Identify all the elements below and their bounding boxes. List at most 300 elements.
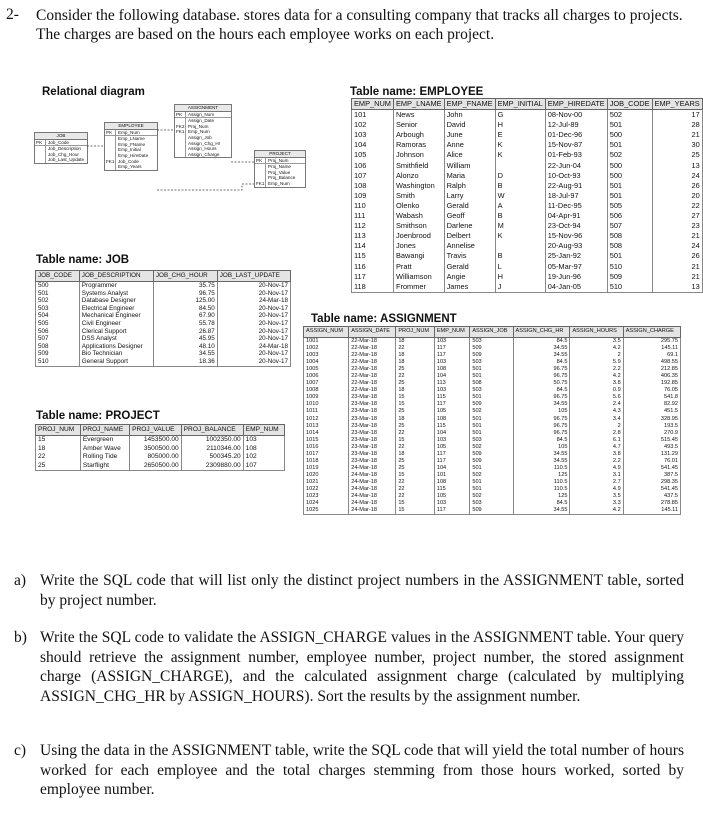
column-header: EMP_YEARS bbox=[652, 99, 702, 110]
table-cell: 117 bbox=[434, 451, 470, 458]
table-cell: 108 bbox=[352, 181, 394, 191]
pk-marker: PK bbox=[175, 112, 186, 118]
table-cell: Smith bbox=[393, 191, 444, 201]
table-cell: 18 bbox=[36, 445, 81, 454]
table-cell: 55.78 bbox=[153, 320, 217, 328]
table-cell: 2 bbox=[570, 423, 623, 430]
table-cell: Bawangi bbox=[393, 251, 444, 261]
table-cell: 26.87 bbox=[153, 328, 217, 336]
table-cell: 101 bbox=[352, 110, 394, 121]
question-a-label: a) bbox=[14, 572, 27, 589]
table-cell: 501 bbox=[470, 373, 513, 380]
table-cell: Maria bbox=[444, 171, 495, 181]
table-row bbox=[304, 345, 681, 352]
table-row bbox=[304, 479, 681, 486]
table-cell: 23-Oct-94 bbox=[545, 221, 607, 231]
table-cell: 1007 bbox=[304, 380, 349, 387]
table-cell: 506 bbox=[36, 328, 80, 336]
entity-field: Emp_LName bbox=[118, 136, 145, 142]
column-header: EMP_HIREDATE bbox=[545, 99, 607, 110]
table-cell: Annelise bbox=[444, 241, 495, 251]
table-cell: 25 bbox=[396, 465, 435, 472]
table-cell: M bbox=[495, 221, 545, 231]
table-cell: Angie bbox=[444, 272, 495, 282]
table-row bbox=[352, 181, 703, 191]
table-cell: 69.1 bbox=[623, 352, 680, 359]
column-header: JOB_CODE bbox=[607, 99, 652, 110]
table-cell: 4.7 bbox=[570, 444, 623, 451]
table-cell: 102 bbox=[243, 453, 284, 462]
column-header: ASSIGN_CHARGE bbox=[623, 327, 680, 338]
employee-table bbox=[351, 98, 703, 293]
table-cell: 298.35 bbox=[623, 479, 680, 486]
table-cell: 50.75 bbox=[513, 380, 570, 387]
table-cell: 6.1 bbox=[570, 437, 623, 444]
column-header: JOB_CODE bbox=[36, 271, 80, 282]
table-cell: Washington bbox=[393, 181, 444, 191]
table-cell: 105 bbox=[434, 493, 470, 500]
table-row bbox=[36, 312, 291, 320]
table-cell: 501 bbox=[607, 191, 652, 201]
table-row bbox=[36, 297, 291, 305]
table-row bbox=[304, 465, 681, 472]
column-header: PROJ_NUM bbox=[36, 425, 81, 436]
table-cell: 115 bbox=[434, 486, 470, 493]
table-row bbox=[304, 507, 681, 515]
table-cell: William bbox=[444, 161, 495, 171]
table-cell: Clerical Support bbox=[79, 328, 153, 336]
table-cell: 15 bbox=[396, 507, 435, 515]
table-row bbox=[352, 130, 703, 140]
table-cell: 1008 bbox=[304, 387, 349, 394]
table-cell: Electrical Engineer bbox=[79, 305, 153, 313]
entity-field: Assign_Job bbox=[188, 134, 212, 140]
entity-field: Emp_Num bbox=[188, 129, 210, 135]
table-cell: 4.9 bbox=[570, 486, 623, 493]
table-cell: 67.90 bbox=[153, 312, 217, 320]
column-header: EMP_INITIAL bbox=[495, 99, 545, 110]
table-cell: 18 bbox=[396, 416, 435, 423]
table-cell: 20-Nov-17 bbox=[217, 305, 290, 313]
table-cell: A bbox=[495, 201, 545, 211]
table-cell: L bbox=[495, 262, 545, 272]
table-cell: 45.95 bbox=[153, 335, 217, 343]
table-row bbox=[304, 394, 681, 401]
table-cell: Gerald bbox=[444, 201, 495, 211]
table-cell: G bbox=[495, 110, 545, 121]
table-cell: 193.5 bbox=[623, 423, 680, 430]
table-cell: 1009 bbox=[304, 394, 349, 401]
table-cell: 22 bbox=[396, 430, 435, 437]
table-cell: 805000.00 bbox=[130, 453, 182, 462]
table-cell: 541.45 bbox=[623, 486, 680, 493]
table-cell: 105 bbox=[513, 444, 570, 451]
table-cell: 387.5 bbox=[623, 472, 680, 479]
table-cell: 502 bbox=[607, 110, 652, 121]
question-a bbox=[14, 571, 684, 610]
table-cell: 501 bbox=[470, 479, 513, 486]
table-cell: 20-Nov-17 bbox=[217, 358, 290, 366]
table-cell: 76.01 bbox=[623, 458, 680, 465]
table-cell: 15 bbox=[396, 394, 435, 401]
table-cell: 26 bbox=[652, 181, 702, 191]
table-cell: 500 bbox=[36, 282, 80, 290]
table-cell: 0.9 bbox=[570, 387, 623, 394]
table-cell: 1013 bbox=[304, 423, 349, 430]
table-row bbox=[352, 272, 703, 282]
table-cell: 501 bbox=[470, 416, 513, 423]
table-cell: 23-Mar-18 bbox=[349, 451, 396, 458]
table-cell: DSS Analyst bbox=[79, 335, 153, 343]
entity-employee-name: EMPLOYEE bbox=[105, 123, 157, 130]
table-cell: 23-Mar-18 bbox=[349, 458, 396, 465]
entity-field: Assign_Hours bbox=[188, 146, 217, 152]
question-a-text: Write the SQL code that will list only the distinct project numbers in the ASSIGNMENT table, sorted by project number. bbox=[40, 572, 684, 609]
table-cell: Starflight bbox=[80, 462, 129, 471]
table-cell: 3.4 bbox=[570, 416, 623, 423]
table-cell: 24-Mar-18 bbox=[217, 297, 290, 305]
column-header: ASSIGN_JOB bbox=[470, 327, 513, 338]
table-cell: 1016 bbox=[304, 444, 349, 451]
table-cell: 509 bbox=[470, 352, 513, 359]
table-cell: 104 bbox=[434, 430, 470, 437]
table-cell: 96.75 bbox=[513, 416, 570, 423]
table-cell: 22-Mar-18 bbox=[349, 366, 396, 373]
table-cell: 84.5 bbox=[513, 437, 570, 444]
table-cell: W bbox=[495, 191, 545, 201]
table-cell: 1014 bbox=[304, 430, 349, 437]
table-cell: 20-Nov-17 bbox=[217, 312, 290, 320]
table-cell: 113 bbox=[434, 380, 470, 387]
table-cell: 34.55 bbox=[513, 458, 570, 465]
table-cell: 501 bbox=[470, 366, 513, 373]
table-cell: 105 bbox=[434, 408, 470, 415]
table-cell: 26 bbox=[652, 251, 702, 261]
table-cell: 502 bbox=[607, 150, 652, 160]
table-cell: 4.2 bbox=[570, 345, 623, 352]
table-cell: Geoff bbox=[444, 211, 495, 221]
table-cell: Smithfield bbox=[393, 161, 444, 171]
entity-field: Job_Description bbox=[48, 146, 81, 152]
table-cell: 501 bbox=[470, 423, 513, 430]
question-intro: Consider the following database. stores data for a consulting company that tracks all charges to projects. The charges are based on the hours each employee works on each project. bbox=[36, 7, 683, 43]
table-row bbox=[304, 366, 681, 373]
table-cell: 25 bbox=[396, 458, 435, 465]
table-cell: Civil Engineer bbox=[79, 320, 153, 328]
table-cell: 01-Dec-96 bbox=[545, 130, 607, 140]
table-cell: 110.5 bbox=[513, 465, 570, 472]
table-cell: 1004 bbox=[304, 359, 349, 366]
table-cell: 18 bbox=[396, 338, 435, 346]
project-table bbox=[35, 424, 285, 471]
table-cell: 5.6 bbox=[570, 394, 623, 401]
entity-field: Assign_Chg_Hr bbox=[188, 140, 221, 146]
table-cell: 1002 bbox=[304, 345, 349, 352]
table-cell: 10-Oct-93 bbox=[545, 171, 607, 181]
table-row bbox=[352, 282, 703, 293]
column-header: ASSIGN_DATE bbox=[349, 327, 396, 338]
table-row bbox=[36, 445, 285, 454]
table-cell: 19-Jun-96 bbox=[545, 272, 607, 282]
table-cell: 22 bbox=[396, 444, 435, 451]
table-cell: 3.8 bbox=[570, 451, 623, 458]
table-cell: 103 bbox=[243, 436, 284, 445]
table-cell: 503 bbox=[470, 437, 513, 444]
table-row bbox=[36, 462, 285, 471]
table-cell: 22-Mar-18 bbox=[349, 380, 396, 387]
table-cell: 28 bbox=[652, 120, 702, 130]
table-cell: 22-Mar-18 bbox=[349, 359, 396, 366]
table-cell: News bbox=[393, 110, 444, 121]
table-cell: Travis bbox=[444, 251, 495, 261]
table-cell: 3.1 bbox=[570, 472, 623, 479]
table-cell: 48.10 bbox=[153, 343, 217, 351]
table-cell: 24-Mar-18 bbox=[349, 500, 396, 507]
table-cell: 502 bbox=[470, 444, 513, 451]
column-header: PROJ_NAME bbox=[80, 425, 129, 436]
table-cell: 23-Mar-18 bbox=[349, 423, 396, 430]
table-cell: 507 bbox=[36, 335, 80, 343]
table-cell: 502 bbox=[470, 472, 513, 479]
table-cell: 22-Mar-18 bbox=[349, 387, 396, 394]
table-cell: 506 bbox=[607, 211, 652, 221]
table-cell: 23 bbox=[652, 221, 702, 231]
table-cell: 503 bbox=[470, 500, 513, 507]
column-header: PROJ_BALANCE bbox=[181, 425, 243, 436]
table-cell: 145.11 bbox=[623, 345, 680, 352]
table-cell: Johnson bbox=[393, 150, 444, 160]
table-cell: 1010 bbox=[304, 401, 349, 408]
table-cell: 96.75 bbox=[513, 373, 570, 380]
table-cell: 131.29 bbox=[623, 451, 680, 458]
table-row bbox=[352, 211, 703, 221]
table-row bbox=[304, 444, 681, 451]
table-cell: 18 bbox=[396, 352, 435, 359]
table-cell: 270.9 bbox=[623, 430, 680, 437]
entity-project-name: PROJECT bbox=[255, 151, 305, 158]
table-cell: K bbox=[495, 140, 545, 150]
table-cell: 103 bbox=[434, 359, 470, 366]
table-row bbox=[352, 150, 703, 160]
table-cell: 21 bbox=[652, 130, 702, 140]
table-cell: 1025 bbox=[304, 507, 349, 515]
table-cell: 103 bbox=[434, 500, 470, 507]
table-cell: 504 bbox=[36, 312, 80, 320]
table-cell: 1021 bbox=[304, 479, 349, 486]
table-cell: 25-Jan-92 bbox=[545, 251, 607, 261]
table-cell: 76.05 bbox=[623, 387, 680, 394]
table-cell: 3.5 bbox=[570, 338, 623, 346]
table-cell: K bbox=[495, 231, 545, 241]
table-cell: 107 bbox=[243, 462, 284, 471]
table-cell: 18 bbox=[396, 387, 435, 394]
project-table-caption: Table name: PROJECT bbox=[36, 410, 160, 422]
table-cell: 25 bbox=[396, 408, 435, 415]
table-row bbox=[36, 335, 291, 343]
table-cell: 503 bbox=[470, 387, 513, 394]
table-cell: Wabash bbox=[393, 211, 444, 221]
table-cell: 2650500.00 bbox=[130, 462, 182, 471]
table-cell: 117 bbox=[434, 458, 470, 465]
table-cell: 501 bbox=[607, 140, 652, 150]
question-b-label: b) bbox=[14, 629, 27, 646]
question-c-label: c) bbox=[14, 742, 27, 759]
table-cell: 22-Mar-18 bbox=[349, 352, 396, 359]
table-cell: 96.75 bbox=[513, 394, 570, 401]
question-b bbox=[14, 628, 684, 706]
table-cell: Joenbrood bbox=[393, 231, 444, 241]
column-header: PROJ_NUM bbox=[396, 327, 435, 338]
table-row bbox=[304, 408, 681, 415]
table-row bbox=[352, 140, 703, 150]
question-c bbox=[14, 741, 684, 800]
column-header: JOB_DESCRIPTION bbox=[79, 271, 153, 282]
table-cell: 117 bbox=[434, 352, 470, 359]
table-cell: 2.8 bbox=[570, 430, 623, 437]
table-cell: 328.95 bbox=[623, 416, 680, 423]
entity-field: Proj_Name bbox=[268, 164, 291, 170]
table-cell: 212.85 bbox=[623, 366, 680, 373]
table-cell: 15-Nov-87 bbox=[545, 140, 607, 150]
entity-field: Emp_Initial bbox=[118, 147, 141, 153]
table-cell: Bio Technician bbox=[79, 350, 153, 358]
table-cell: 13 bbox=[652, 161, 702, 171]
table-cell: 500 bbox=[607, 130, 652, 140]
table-cell: 110 bbox=[352, 201, 394, 211]
table-cell: 35.75 bbox=[153, 282, 217, 290]
column-header: EMP_NUM bbox=[434, 327, 470, 338]
entity-field: Emp_Num bbox=[268, 180, 290, 186]
entity-assignment-name: ASSIGNMENT bbox=[175, 105, 231, 112]
table-cell: 3.8 bbox=[570, 380, 623, 387]
table-cell: 18 bbox=[396, 451, 435, 458]
table-cell: 192.85 bbox=[623, 380, 680, 387]
entity-employee-pk: Emp_Num bbox=[118, 129, 140, 135]
table-cell: 20-Nov-17 bbox=[217, 335, 290, 343]
table-row bbox=[304, 437, 681, 444]
table-cell: 2.2 bbox=[570, 458, 623, 465]
table-row bbox=[304, 373, 681, 380]
table-cell: 509 bbox=[470, 458, 513, 465]
table-cell: 1018 bbox=[304, 458, 349, 465]
table-cell: 3.5 bbox=[570, 493, 623, 500]
table-cell: 04-Apr-91 bbox=[545, 211, 607, 221]
table-cell: Rolling Tide bbox=[80, 453, 129, 462]
table-cell: 1017 bbox=[304, 451, 349, 458]
table-cell: 84.5 bbox=[513, 500, 570, 507]
table-row bbox=[304, 416, 681, 423]
table-cell: 102 bbox=[352, 120, 394, 130]
table-cell: 501 bbox=[470, 486, 513, 493]
relational-diagram bbox=[32, 100, 332, 235]
table-row bbox=[36, 453, 285, 462]
table-cell: 96.75 bbox=[153, 290, 217, 298]
table-cell: Frommer bbox=[393, 282, 444, 293]
table-row bbox=[352, 110, 703, 121]
table-cell: 515.45 bbox=[623, 437, 680, 444]
table-cell: 508 bbox=[36, 343, 80, 351]
table-cell: 22 bbox=[652, 201, 702, 211]
table-cell: 24-Mar-18 bbox=[349, 465, 396, 472]
table-cell: 21 bbox=[652, 262, 702, 272]
table-cell bbox=[495, 241, 545, 251]
table-cell: 2.4 bbox=[570, 401, 623, 408]
table-cell: 23-Mar-18 bbox=[349, 430, 396, 437]
table-cell: 508 bbox=[607, 241, 652, 251]
table-cell: K bbox=[495, 150, 545, 160]
table-cell: 501 bbox=[607, 181, 652, 191]
entity-field: Job_Last_Update bbox=[48, 157, 85, 163]
table-cell: 1023 bbox=[304, 493, 349, 500]
table-row bbox=[36, 343, 291, 351]
table-cell: D bbox=[495, 171, 545, 181]
table-cell: 08-Nov-00 bbox=[545, 110, 607, 121]
table-cell: 509 bbox=[470, 507, 513, 515]
table-cell: 106 bbox=[352, 161, 394, 171]
column-header: EMP_LNAME bbox=[393, 99, 444, 110]
table-cell: 503 bbox=[470, 359, 513, 366]
table-cell: 84.5 bbox=[513, 338, 570, 346]
table-cell: 1006 bbox=[304, 373, 349, 380]
table-row bbox=[304, 451, 681, 458]
table-cell: 501 bbox=[607, 120, 652, 130]
table-cell: 84.5 bbox=[513, 359, 570, 366]
rel-employee-project bbox=[157, 184, 254, 190]
table-cell: 118 bbox=[352, 282, 394, 293]
table-cell: Smithson bbox=[393, 221, 444, 231]
table-cell: 2309880.00 bbox=[181, 462, 243, 471]
table-cell: 501 bbox=[607, 251, 652, 261]
table-cell: 96.75 bbox=[513, 430, 570, 437]
table-cell: 103 bbox=[434, 387, 470, 394]
table-cell: 500 bbox=[607, 171, 652, 181]
table-cell: 18 bbox=[396, 359, 435, 366]
table-cell: 112 bbox=[352, 221, 394, 231]
table-cell: 1015 bbox=[304, 437, 349, 444]
table-cell: 15 bbox=[396, 500, 435, 507]
table-row bbox=[36, 290, 291, 298]
table-cell: 117 bbox=[434, 345, 470, 352]
table-cell: Applications Designer bbox=[79, 343, 153, 351]
relational-diagram-title: Relational diagram bbox=[42, 86, 145, 98]
table-row bbox=[352, 171, 703, 181]
table-cell: 115 bbox=[434, 394, 470, 401]
table-cell: 05-Mar-97 bbox=[545, 262, 607, 272]
table-cell: 509 bbox=[36, 350, 80, 358]
entity-field: Job_Code bbox=[118, 158, 139, 164]
table-cell: 20-Nov-17 bbox=[217, 290, 290, 298]
table-cell: 24 bbox=[652, 171, 702, 181]
table-cell: Senior bbox=[393, 120, 444, 130]
table-cell: 22 bbox=[396, 493, 435, 500]
table-cell: 125.00 bbox=[153, 297, 217, 305]
table-row bbox=[352, 201, 703, 211]
table-cell: Gerald bbox=[444, 262, 495, 272]
entity-field: Proj_Balance bbox=[268, 175, 296, 181]
table-cell: June bbox=[444, 130, 495, 140]
table-cell: 22-Jun-04 bbox=[545, 161, 607, 171]
column-header: ASSIGN_NUM bbox=[304, 327, 349, 338]
table-cell: 22-Mar-18 bbox=[349, 338, 396, 346]
table-row bbox=[304, 458, 681, 465]
table-cell: Olenko bbox=[393, 201, 444, 211]
table-cell: 503 bbox=[470, 338, 513, 346]
relationship-lines bbox=[32, 100, 332, 235]
table-cell: 116 bbox=[352, 262, 394, 272]
table-cell: 501 bbox=[470, 394, 513, 401]
table-cell: 11-Dec-95 bbox=[545, 201, 607, 211]
table-cell: 23-Mar-18 bbox=[349, 401, 396, 408]
